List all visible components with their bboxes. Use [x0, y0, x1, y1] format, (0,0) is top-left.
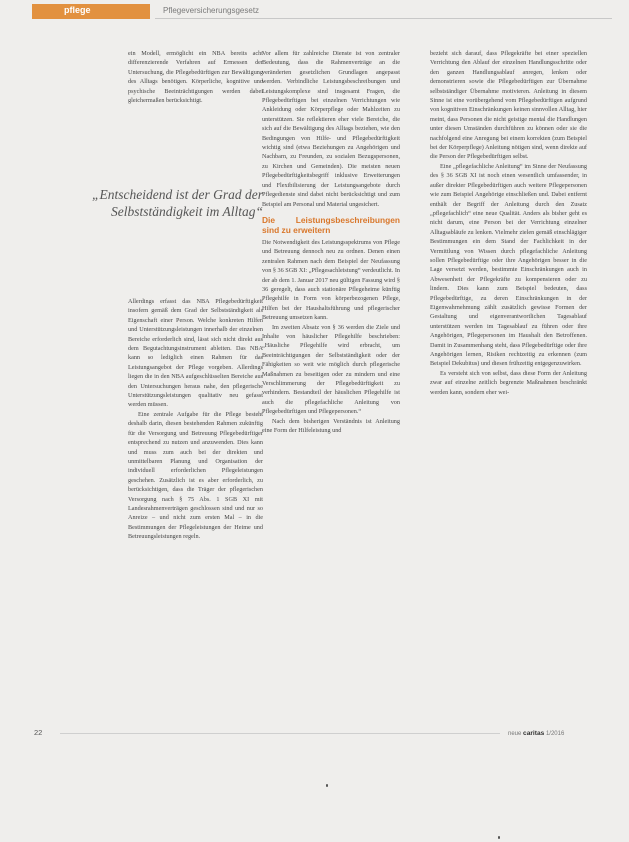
paragraph: Im zweiten Absatz von § 36 werden die Ziele und Inhalte von häuslicher Pflegehilfe beschrieben: „Häusliche Pflegehilfe wird erbracht, um Beeinträchtigungen der Selbstständigkeit oder der Fähigkeiten so weit wie möglich durch pflegerische Maßnahmen zu beseitigen oder zu mindern und eine Verschlimmerung der Pflegebedürftigkeit zu verhindern. Bestandteil der häuslichen Pflegehilfe ist auch die pflegefachliche Anleitung von Pflegebedürftigen und Pflegepersonen.“ — [262, 323, 400, 416]
magazine-name: caritas — [523, 730, 545, 737]
header-divider — [155, 18, 612, 19]
column-1-top — [128, 49, 263, 105]
scan-speck — [498, 836, 500, 839]
column-3 — [430, 49, 587, 397]
section-header-bar — [32, 4, 150, 19]
paragraph: Vor allem für zahlreiche Dienste ist von zentraler Bedeutung, dass die Rahmenverträge an die veränderten gesetzlichen Grundlagen angepasst werden. Verbindliche Leistungsbeschreibungen und Leistungskomplexe sind insgesamt Fragen, die Pflegebedürftigen bei einzelnen Verrichtungen wie Ankleidung oder Körperpflege oder Mahlzeiten zu unterstützen. Sie reflektieren eher viele Bereiche, die sich auf die Bewältigung des Alltags beziehen, wie den Bedingungen von Hilfe- und Pflegebedürftigkeit wichtig sind (etwa Beziehungen zu Angehörigen und Nachbarn, zu Freunden, zu sozialen Bezugspersonen, zu Kirchen und Gemeinden). Die meisten neuen Pflegebedürftigkeitsbegriff inklusive Erweiterungen und Flexibilisierung der Leistungsangebote durch Pflegedienste sind dabei nicht berücksichtigt und zum Beispiel am Personal und Material ungesichert. — [262, 50, 400, 208]
footer-divider — [60, 733, 500, 734]
paragraph: bezieht sich darauf, dass Pflegekräfte bei einer speziellen Verrichtung den Ablauf der einzelnen Handlungsschritte oder den ganzen Handlungsablauf anregen, lenken oder demonstrieren sowie die Pflegebedürftigen zur Übernahme selbstständiger Übernahme motivieren. Anleitung in diesem Sinne ist eine vorübergehend vom Pflegebedürftigen aufgrund von kognitiven Einschränkungen keinen sinnvollen Alltag, hier meint, dass Personen die nicht geistige mental die Handlungen unter diesen Umständen durchführen zu können oder sie die nachfolgend eine Anregung bei einem korrekten (zum Beispiel bei der Körperpflege) Anleitung nötigen sind, wenn direkte auf die Person der Pflegebedürftigen selbst. — [430, 50, 587, 161]
magazine-prefix: neue — [508, 731, 522, 737]
section-topic: Pflegeversicherungsgesetz — [163, 6, 260, 15]
magazine-issue: 1/2016 — [545, 731, 565, 737]
section-subheading: Die Leistungsbeschreibungen sind zu erweitern — [262, 214, 400, 235]
magazine-footer — [508, 730, 564, 737]
scan-speck — [326, 784, 328, 787]
paragraph: Die Notwendigkeit des Leistungsspektrums von Pflege und Betreuung dennoch neu zu ordnen. Denen einen zentralen Rahmen nach dem Beispiel der Neufassung von § 36 SGB XI: „Pflegesachleistung“ verdeutlicht. In der ab dem 1. Januar 2017 neu gültigen Fassung wird § 36 geregelt, dass auch stationäre Pflegeheime künftig Pflegehilfe in Form von körperbezogenen Pflege, Hilfen bei der Haushaltsführung und pflegerischer Betreuung umsetzen kann. — [262, 238, 400, 322]
paragraph: Es versteht sich von selbst, dass diese Form der Anleitung zwar auf einzelne zeitlich begrenzte Maßnahmen beschränkt werden kann, sondern eher wei- — [430, 369, 587, 396]
paragraph: Eine „pflegefachliche Anleitung“ im Sinne der Neufassung des § 36 SGB XI ist noch einen wesentlich umfassender, in außer direkter Pflegebedürftigen auch weitere Pflegepersonen wie zum Beispiel Angehörige einschließen und. Dabei entfernt enthält der Begriff der Anleitung durch den Zusatz „pflegefachlich“ eine neue Qualität. Anders als bisher geht es nicht darum, eine Person bei der Verrichtung einzelner Alltagsabläufe zu lenken. Vielmehr zielen gemäß einschlägiger Bestimmungen ein dem Stand der Fachlichkeit in der Vermittlung von Wissen durch pflegefachliche Anleitung sollen Pflegebedürftige oder ihre Angehörigen besser in die Lage versetzt werden, bestimmte Einschränkungen auch in Abwesenheit der Pflegekräfte zu kompensieren oder zu lindern. Dies kann zum Beispiel bedeuten, dass Pflegebedürftige, zu deren Einschränkungen in der Eigenwahrnehmung zählt zusätzlich gewisse Formen der Gestaltung und eigenverantwortlichen Tagesablauf unterstützen werden im Tagesablauf zu führen oder ihre Angehörigen, Pflegepersonen im Haushalt den Betroffenen. Damit in Zusammenhang steht, dass Pflegebedürftige oder ihre Angehörigen lernen, Risiken rechtzeitig zu erkennen (zum Beispiel Dekubitus) und diesen frühzeitig entgegenzuwirken. — [430, 162, 587, 368]
column-2 — [262, 49, 400, 435]
page-number: 22 — [34, 728, 43, 737]
section-label: pflege — [64, 5, 91, 15]
paragraph: Nach dem bisherigen Verständnis ist Anleitung eine Form der Hilfeleistung und — [262, 417, 400, 435]
pull-quote: „Entscheidend ist der Grad der Selbstständigkeit im Alltag“ — [92, 187, 263, 219]
paragraph: Eine zentrale Aufgabe für die Pflege besteht deshalb darin, diesen bestehenden Rahmen zukünftig für die Versorgung und Betreuung Pflegebedürftiger entsprechend zu nutzen und anzuwenden. Dies kann und muss zum auch bei der direkten und unmittelbaren Planung und Organisation der individuell erforderlichen Pflegeleistungen geschehen. Zusätzlich ist es aber erforderlich, zu berücksichtigen, dass die Träger der pflegerischen Versorgung nach § 75 Abs. 1 SGB XI mit Landesrahmenverträgen geschlossen sind und nur so Anreize – und nicht zum ersten Mal – in die Bestimmungen der Pflegeleistungen der Heime und Betreuungsleistungen regeln. — [128, 410, 263, 541]
paragraph: Allerdings erfasst das NBA Pflegebedürftigkeit insofern gemäß dem Grad der Selbstständigkeit als Eigenschaft einer Person. Welche konkreten Hilfen und Unterstützungsleistungen innerhalb der einzelnen Bereiche erforderlich sind, lässt sich nicht direkt aus dem Begutachtungsinstrument ableiten. Das NBA kann so lediglich einen Rahmen für das Leistungsangebot der Pflege vorgeben. Allerdings liegen die in den NBA aufgeschlüsselten Bereiche aus den Untersuchungen heraus nahe, den pflegerische Unterstützungsleistungen qualitativ neu gefasst werden müssen. — [128, 298, 263, 409]
column-1-body — [128, 297, 263, 542]
paragraph: ein Modell, ermöglicht ein NBA bereits acht differenzierende Verfahren auf Ermessen der Untersuchung, die Pflegebedürftigen zur Bewältigung des Alltags benötigen. Körperliche, kognitive und psychische Beeinträchtigungen werden dabei gleichermaßen berücksichtigt. — [128, 50, 263, 105]
